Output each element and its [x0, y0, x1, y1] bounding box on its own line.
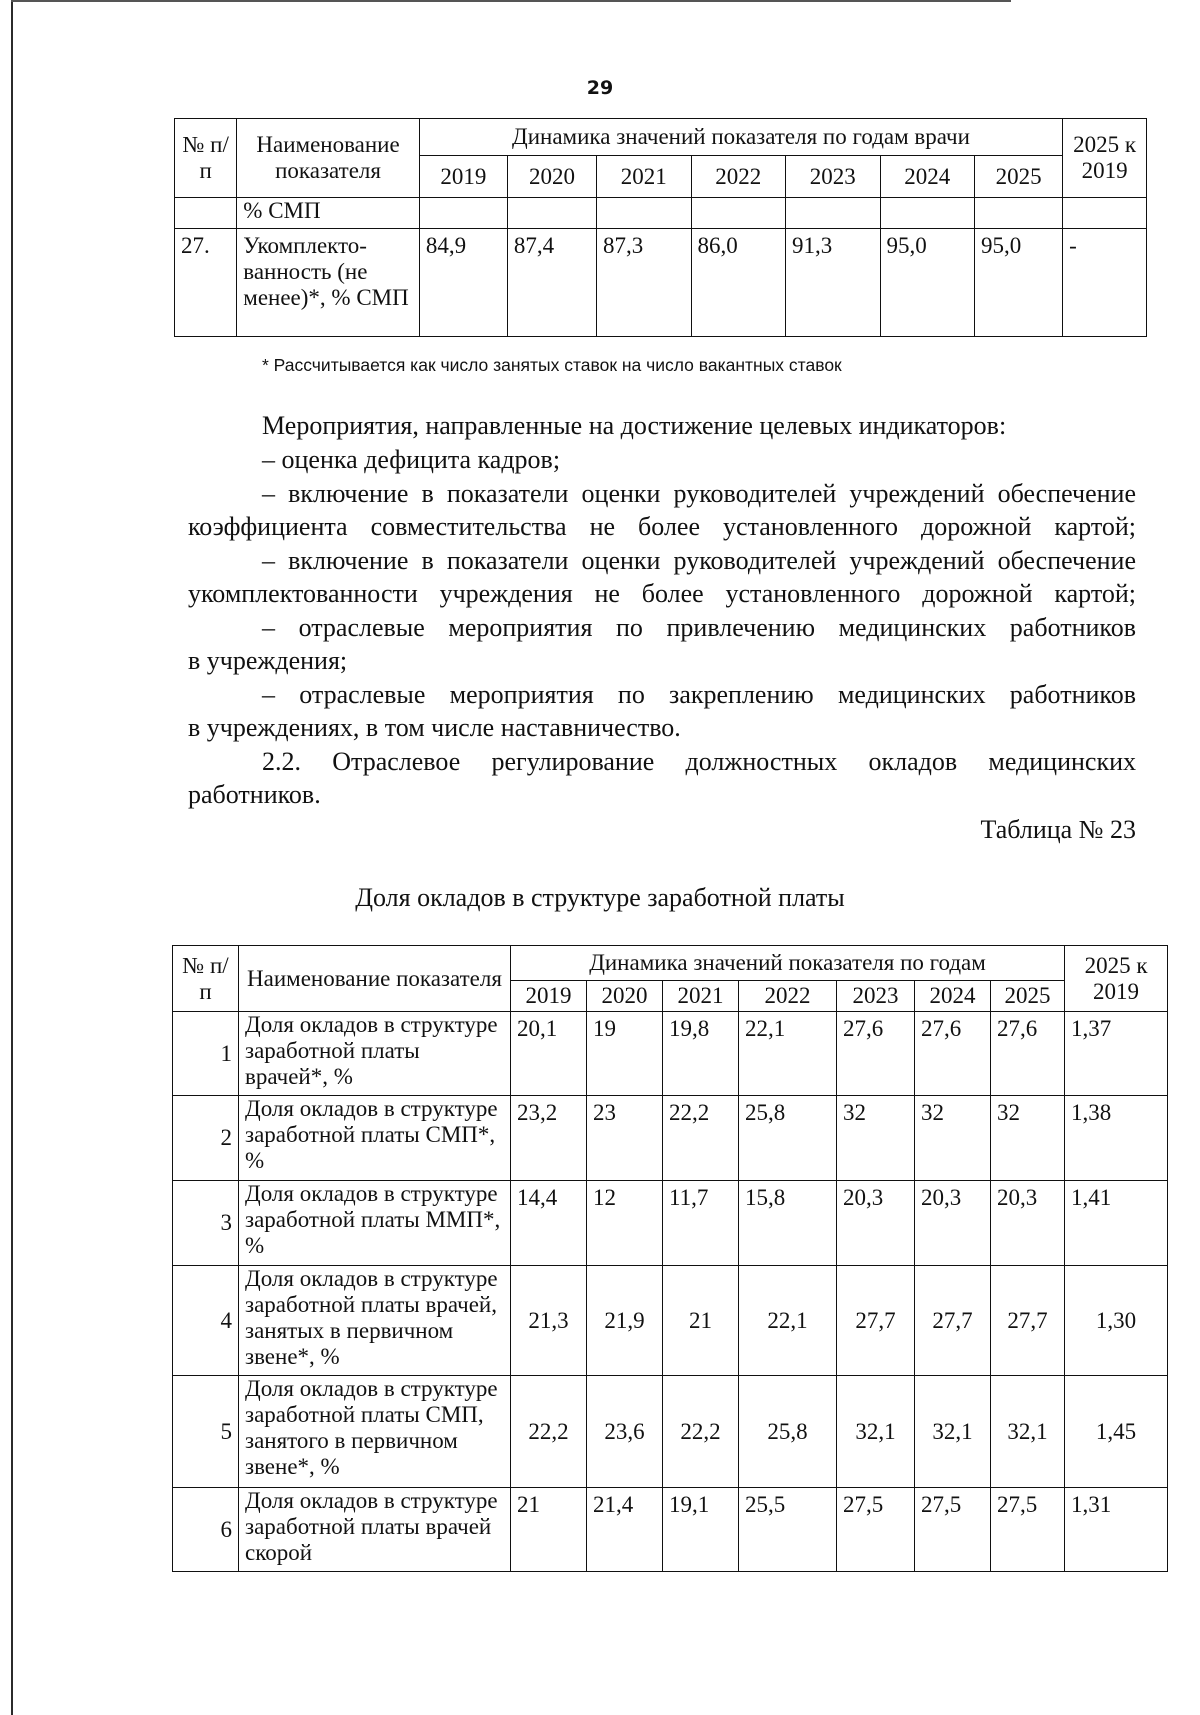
cell-value: 19,8: [663, 1012, 739, 1096]
header-dynamics: Динамика значений показателя по годам врачи: [419, 119, 1062, 156]
cell-value: 21: [663, 1266, 739, 1376]
header-year: 2023: [786, 156, 881, 198]
header-name: Наименование показателя: [237, 119, 420, 198]
cell-value: 32: [837, 1096, 915, 1181]
header-year: 2021: [597, 156, 692, 198]
header-name: Наименование показателя: [239, 946, 511, 1012]
table-row: [173, 1181, 1168, 1266]
header-year: 2023: [837, 981, 915, 1012]
cell-ratio: 1,38: [1065, 1096, 1168, 1181]
header-year: 2020: [587, 981, 663, 1012]
header-year: 2019: [419, 156, 507, 198]
cell-ratio: -: [1063, 229, 1147, 337]
header-ratio: 2025 к 2019: [1065, 946, 1168, 1012]
row-num: 27.: [175, 229, 237, 337]
scan-edge-left: [11, 0, 13, 1715]
cell-value: 22,2: [663, 1376, 739, 1488]
header-year: 2020: [507, 156, 596, 198]
cell-value: 21,3: [511, 1266, 587, 1376]
list-item-continuation: укомплектованности учреждения не более установленного дорожной картой;: [188, 579, 1136, 608]
cell-value: 32: [915, 1096, 991, 1181]
cell-value: 95,0: [975, 229, 1063, 337]
table-row: [173, 1096, 1168, 1181]
cell-value: 91,3: [786, 229, 881, 337]
cell-value: 87,4: [507, 229, 596, 337]
row-num: 5: [173, 1376, 239, 1488]
cell-value: 22,1: [739, 1266, 837, 1376]
cell-value: 11,7: [663, 1181, 739, 1266]
cell-value: 27,6: [991, 1012, 1065, 1096]
table-number: Таблица № 23: [980, 815, 1136, 844]
header-year: 2024: [915, 981, 991, 1012]
cell-value: 20,3: [837, 1181, 915, 1266]
cell-value: 95,0: [880, 229, 975, 337]
cell-ratio: 1,37: [1065, 1012, 1168, 1096]
cell-value: 12: [587, 1181, 663, 1266]
row-name: Укомплекто-ванность (не менее)*, % СМП: [237, 229, 420, 337]
cell-value: 27,7: [837, 1266, 915, 1376]
table-row: [173, 1012, 1168, 1096]
cell-value: 22,2: [663, 1096, 739, 1181]
row-num: 2: [173, 1096, 239, 1181]
cell-ratio: 1,45: [1065, 1376, 1168, 1488]
header-year: 2025: [975, 156, 1063, 198]
header-year: 2019: [511, 981, 587, 1012]
cell-value: 23,6: [587, 1376, 663, 1488]
row-num: 1: [173, 1012, 239, 1096]
row-num: 4: [173, 1266, 239, 1376]
cell-value: 14,4: [511, 1181, 587, 1266]
table-row: [175, 229, 1147, 337]
header-year: 2021: [663, 981, 739, 1012]
cell-value: 25,8: [739, 1096, 837, 1181]
list-item-continuation: в учреждениях, в том числе наставничество.: [188, 713, 681, 742]
table-row: [173, 1488, 1168, 1572]
row-num: 3: [173, 1181, 239, 1266]
row-name: Доля окладов в структуре заработной платы врачей*, %: [239, 1012, 511, 1096]
cell-value: 19,1: [663, 1488, 739, 1572]
section-heading: 2.2. Отраслевое регулирование должностных окладов медицинских: [262, 747, 1136, 776]
cell-value: 32,1: [837, 1376, 915, 1488]
header-year: 2022: [739, 981, 837, 1012]
cell-value: 19: [587, 1012, 663, 1096]
header-year: 2024: [880, 156, 975, 198]
list-item: – оценка дефицита кадров;: [262, 445, 561, 474]
cell-value: 20,3: [915, 1181, 991, 1266]
cell-value: 20,3: [991, 1181, 1065, 1266]
row-name: Доля окладов в структуре заработной платы СМП*, %: [239, 1096, 511, 1181]
row-name: Доля окладов в структуре заработной платы врачей скорой: [239, 1488, 511, 1572]
list-item-continuation: в учреждения;: [188, 646, 348, 675]
cell-value: 20,1: [511, 1012, 587, 1096]
cell-value: 22,2: [511, 1376, 587, 1488]
cell-value: 86,0: [691, 229, 786, 337]
row-num: 6: [173, 1488, 239, 1572]
cell-value: 27,5: [991, 1488, 1065, 1572]
indicator-table-continued: [174, 118, 1147, 337]
cell-value: 87,3: [597, 229, 692, 337]
list-item: – включение в показатели оценки руководителей учреждений обеспечение: [262, 479, 1136, 508]
row-name: Доля окладов в структуре заработной платы врачей, занятых в первичном звене*, %: [239, 1266, 511, 1376]
cell-value: 25,8: [739, 1376, 837, 1488]
cell-value: 27,6: [837, 1012, 915, 1096]
page-number: 29: [586, 77, 614, 99]
paragraph-intro: Мероприятия, направленные на достижение целевых индикаторов:: [262, 411, 1007, 440]
table-row: [173, 1266, 1168, 1376]
list-item: – отраслевые мероприятия по привлечению медицинских работников: [262, 613, 1136, 642]
list-item: – отраслевые мероприятия по закреплению медицинских работников: [262, 680, 1136, 709]
cell-value: 27,5: [837, 1488, 915, 1572]
cell-ratio: 1,41: [1065, 1181, 1168, 1266]
header-year: 2022: [691, 156, 786, 198]
row-name: Доля окладов в структуре заработной платы СМП, занятого в первичном звене*, %: [239, 1376, 511, 1488]
salary-share-table: [172, 945, 1168, 1572]
header-dynamics: Динамика значений показателя по годам: [511, 946, 1065, 981]
cell-value: 21,9: [587, 1266, 663, 1376]
cell-value: 32,1: [991, 1376, 1065, 1488]
cell-value: 27,7: [915, 1266, 991, 1376]
cell-value: 84,9: [419, 229, 507, 337]
cell-ratio: 1,30: [1065, 1266, 1168, 1376]
cell-value: 21: [511, 1488, 587, 1572]
header-ratio: 2025 к 2019: [1063, 119, 1147, 198]
table-row: [173, 1376, 1168, 1488]
cell-value: 32,1: [915, 1376, 991, 1488]
list-item-continuation: коэффициента совместительства не более установленного дорожной картой;: [188, 512, 1136, 541]
header-num: № п/п: [173, 946, 239, 1012]
header-num: № п/п: [175, 119, 237, 198]
cell-value: 23,2: [511, 1096, 587, 1181]
continuation-label: % СМП: [237, 198, 420, 229]
cell-value: 32: [991, 1096, 1065, 1181]
cell-ratio: 1,31: [1065, 1488, 1168, 1572]
cell-value: 22,1: [739, 1012, 837, 1096]
cell-value: 27,5: [915, 1488, 991, 1572]
list-item: – включение в показатели оценки руководителей учреждений обеспечение: [262, 546, 1136, 575]
cell-value: 27,7: [991, 1266, 1065, 1376]
scan-edge-top: [11, 0, 1011, 2]
cell-value: 27,6: [915, 1012, 991, 1096]
footnote: * Рассчитывается как число занятых ставок на число вакантных ставок: [262, 355, 842, 375]
cell-value: 23: [587, 1096, 663, 1181]
cell-value: 15,8: [739, 1181, 837, 1266]
cell-value: 21,4: [587, 1488, 663, 1572]
table-title: Доля окладов в структуре заработной платы: [355, 883, 845, 912]
cell-value: 25,5: [739, 1488, 837, 1572]
row-name: Доля окладов в структуре заработной платы ММП*, %: [239, 1181, 511, 1266]
header-year: 2025: [991, 981, 1065, 1012]
section-heading-continuation: работников.: [188, 780, 321, 809]
